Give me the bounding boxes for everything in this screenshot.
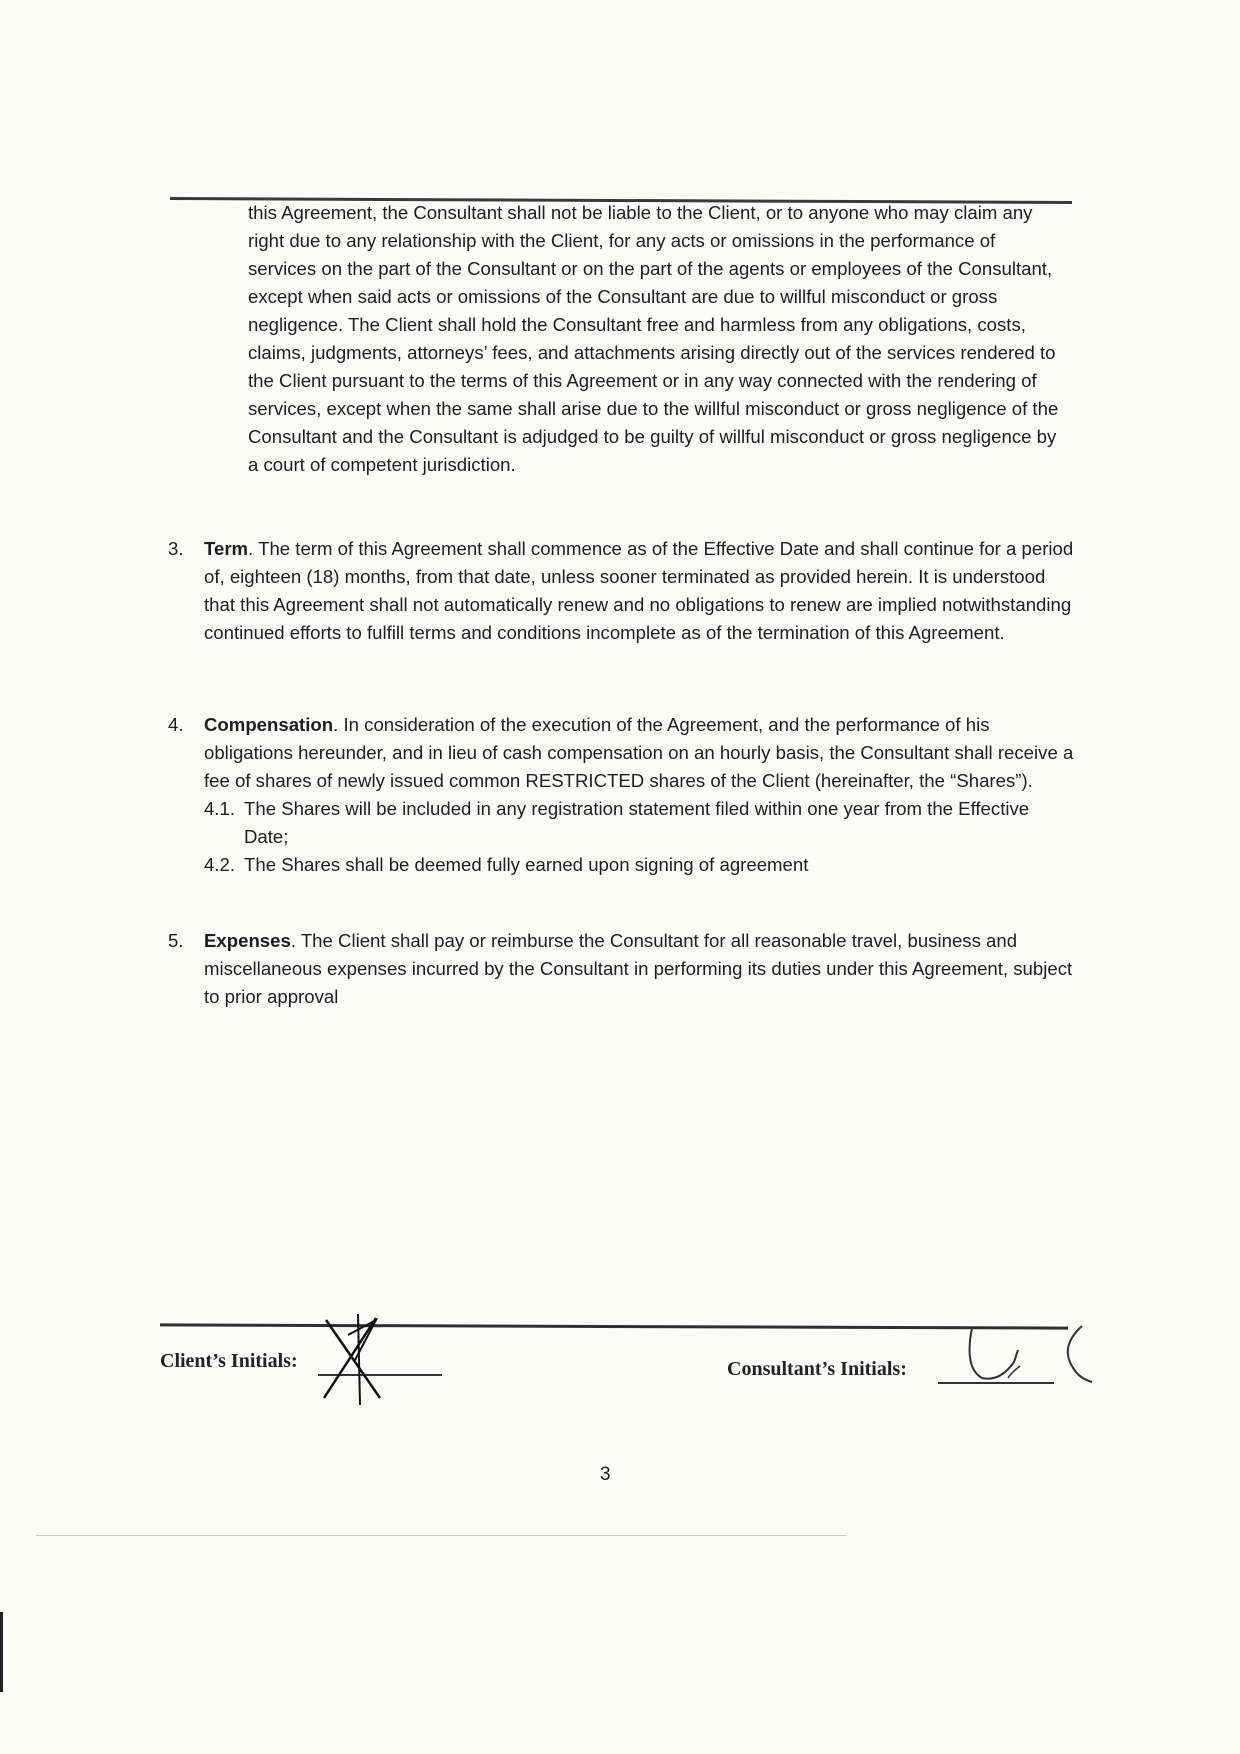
section-number: 5. <box>168 930 184 951</box>
subitem-number: 4.2. <box>204 854 236 875</box>
subitem-text: The Shares will be included in any registration statement filed within one year from the Effective Date; <box>244 798 1030 847</box>
subitem <box>204 795 1076 851</box>
subitem <box>204 851 1076 879</box>
scan-artifact-line <box>36 1535 846 1536</box>
page-number: 3 <box>600 1464 611 1485</box>
continuation-paragraph: this Agreement, the Consultant shall not be liable to the Client, or to anyone who may claim any right due to any relationship with the Client, for any acts or omissions in the performance of services on the part of the Consultant or on the part of the agents or employees of the Consultant, except when said acts or omissions of the Consultant are due to willful misconduct or gross negligence. The Client shall hold the Consultant free and harmless from any obligations, costs, claims, judgments, attorneys’ fees, and attachments arising directly out of the services rendered to the Client pursuant to the terms of this Agreement or in any way connected with the rendering of services, except when the same shall arise due to the willful misconduct or gross negligence of the Consultant and the Consultant is adjudged to be guilty of willful misconduct or gross negligence by a court of competent jurisdiction. <box>248 202 1059 475</box>
section-number: 3. <box>168 538 184 559</box>
section-heading: Expenses <box>204 930 291 951</box>
client-initials-mark <box>318 1310 388 1410</box>
section-number: 4. <box>168 714 184 735</box>
section-heading: Compensation <box>204 714 334 735</box>
client-initials-label: Client’s Initials: <box>160 1350 298 1372</box>
consultant-initials-mark <box>960 1320 1120 1390</box>
subitem-text: The Shares shall be deemed fully earned upon signing of agreement <box>244 854 809 875</box>
subitem-number: 4.1. <box>204 798 236 819</box>
signature-rule <box>160 1323 1068 1329</box>
section-text: . The term of this Agreement shall commence as of the Effective Date and shall continue for a period of, eighteen (18) months, from that date, unless sooner terminated as provided herein. It is understood that this Agreement shall not automatically renew and no obligations to renew are implied notwithstanding continued efforts to fulfill terms and conditions incomplete as of the termination of this Agreement. <box>204 538 1074 643</box>
section-term <box>168 535 1076 647</box>
section-heading: Term <box>204 538 249 559</box>
section-expenses <box>168 927 1076 1011</box>
consultant-initials-label: Consultant’s Initials: <box>727 1358 907 1380</box>
section-compensation <box>168 711 1076 879</box>
section-text: . In consideration of the execution of the Agreement, and the performance of his obligations hereunder, and in lieu of cash compensation on an hourly basis, the Consultant shall receive a fee of shares of newly issued common RESTRICTED shares of the Client (hereinafter, the “Shares”). <box>204 714 1074 791</box>
section-text: . The Client shall pay or reimburse the Consultant for all reasonable travel, business and miscellaneous expenses incurred by the Consultant in performing its duties under this Agreement, subject to prior approval <box>204 930 1073 1007</box>
scan-edge-mark <box>0 1612 3 1692</box>
